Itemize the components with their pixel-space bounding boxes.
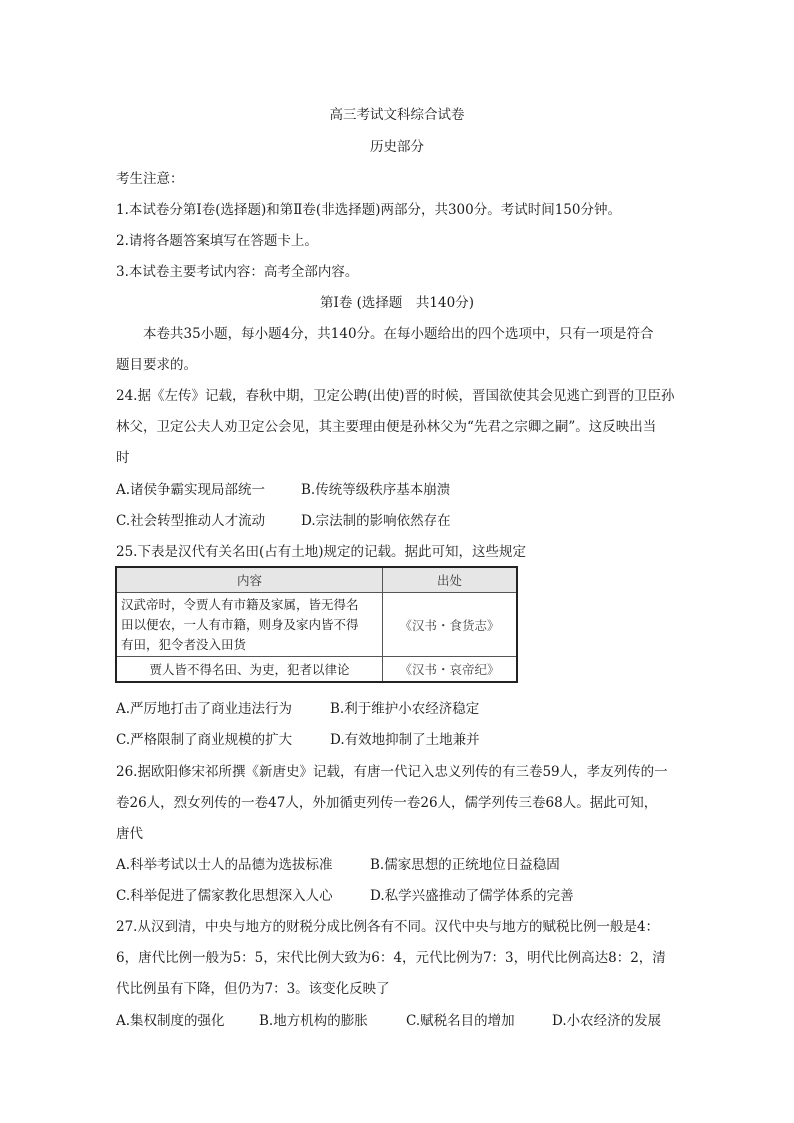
question-25-table: [115, 566, 518, 683]
table-cell-content: 贾人皆不得名田、为吏，犯者以律论: [116, 657, 383, 683]
table-cell-content: [116, 593, 383, 657]
notice-item: 1.本试卷分第Ⅰ卷(选择题)和第Ⅱ卷(非选择题)两部分，共300分。考试时间150分钟。: [116, 202, 621, 218]
section-title: 第Ⅰ卷 (选择题 共140分): [320, 295, 474, 311]
option-27-a[interactable]: A.集权制度的强化: [116, 1013, 225, 1029]
option-25-d[interactable]: D.有效地抑制了土地兼并: [330, 732, 480, 748]
question-25-stem: 25.下表是汉代有关名田(占有土地)规定的记载。据此可知，这些规定: [116, 544, 527, 560]
question-27-stem: 27.从汉到清，中央与地方的财税分成比例各有不同。汉代中央与地方的赋税比例一般是4：: [116, 919, 660, 935]
exam-title: 高三考试文科综合试卷: [329, 107, 465, 123]
table-header-content: 内容: [116, 567, 383, 593]
question-26-stem: 卷26人，烈女列传的一卷47人，外加循吏列传一卷26人，儒学列传三卷68人。据此可知，: [116, 795, 658, 811]
question-24-stem: 时: [116, 450, 130, 466]
question-24-stem: 林父，卫定公夫人劝卫定公会见，其主要理由便是孙林父为“先君之宗卿之嗣”。这反映出当: [116, 419, 657, 435]
question-26-stem: 26.据欧阳修宋祁所撰《新唐史》记载，有唐一代记入忠义列传的有三卷59人，孝友列传的一: [116, 764, 668, 780]
section-intro: 本卷共35小题，每小题4分，共140分。在每小题给出的四个选项中，只有一项是符合: [143, 326, 654, 342]
notice-heading: 考生注意：: [116, 171, 184, 187]
table-row: [116, 593, 517, 657]
table-cell-line: 汉武帝时，令贾人有市籍及家属，皆无得名: [121, 596, 359, 612]
question-27-stem: 6，唐代比例一般为5：5，宋代比例大致为6：4，元代比例为7：3，明代比例高达8：2，清: [116, 950, 666, 966]
option-27-d[interactable]: D.小农经济的发展: [552, 1013, 662, 1029]
option-26-b[interactable]: B.儒家思想的正统地位日益稳固: [370, 857, 560, 873]
question-26-stem: 唐代: [116, 826, 143, 842]
option-25-b[interactable]: B.利于维护小农经济稳定: [330, 701, 480, 717]
table-cell-source: 《汉书・食货志》: [383, 593, 518, 657]
question-24-stem: 24.据《左传》记载，春秋中期，卫定公聘(出使)晋的时候，晋国欲使其会见逃亡到晋的卫臣孙: [116, 388, 675, 404]
option-27-b[interactable]: B.地方机构的膨胀: [259, 1013, 368, 1029]
option-24-b[interactable]: B.传统等级秩序基本崩溃: [301, 482, 451, 498]
option-24-d[interactable]: D.宗法制的影响依然存在: [301, 513, 451, 529]
option-25-a[interactable]: A.严厉地打击了商业违法行为: [116, 701, 293, 717]
question-27-stem: 代比例虽有下降，但仍为7：3。该变化反映了: [116, 981, 390, 997]
table-cell-line: 田以便农，一人有市籍，则身及家内皆不得: [121, 616, 359, 632]
section-intro: 题目要求的。: [116, 357, 197, 373]
option-26-d[interactable]: D.私学兴盛推动了儒学体系的完善: [370, 888, 574, 904]
option-27-c[interactable]: C.赋税名目的增加: [406, 1013, 515, 1029]
option-24-c[interactable]: C.社会转型推动人才流动: [116, 513, 266, 529]
option-25-c[interactable]: C.严格限制了商业规模的扩大: [116, 732, 293, 748]
notice-item: 2.请将各题答案填写在答题卡上。: [116, 233, 318, 249]
notice-item: 3.本试卷主要考试内容：高考全部内容。: [116, 264, 359, 280]
option-26-a[interactable]: A.科举考试以士人的品德为选拔标准: [116, 857, 333, 873]
option-24-a[interactable]: A.诸侯争霸实现局部统一: [116, 482, 266, 498]
table-cell-source: 《汉书・哀帝纪》: [383, 657, 518, 683]
table-cell-line: 有田，犯令者没入田货: [121, 636, 247, 652]
table-header-source: 出处: [383, 567, 518, 593]
option-26-c[interactable]: C.科举促进了儒家教化思想深入人心: [116, 888, 333, 904]
table-row: [116, 657, 517, 683]
exam-subtitle: 历史部分: [370, 139, 424, 155]
